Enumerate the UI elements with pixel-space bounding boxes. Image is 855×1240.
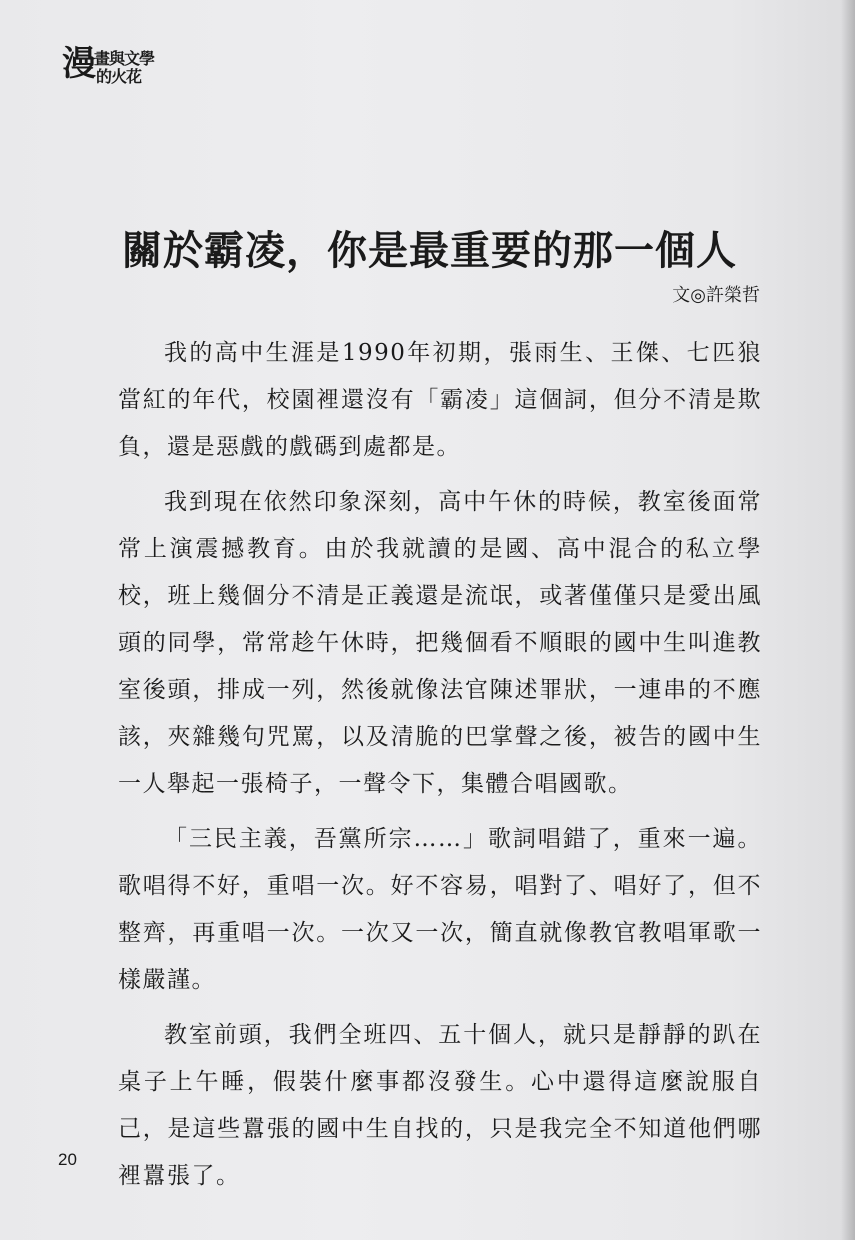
page-edge-shadow [841, 0, 855, 1240]
article-title: 關於霸凌，你是最重要的那一個人 [122, 226, 737, 274]
page-number: 20 [58, 1150, 77, 1169]
series-logo-big-char: 漫 [62, 44, 95, 84]
article-body [118, 330, 762, 1208]
series-logo [62, 42, 172, 92]
paragraph: 我的高中生涯是1990年初期，張雨生、王傑、七匹狼當紅的年代，校園裡還沒有「霸凌」這個詞，但分不清是欺負，還是惡戲的戲碼到處都是。 [118, 340, 762, 460]
paragraph: 我到現在依然印象深刻，高中午休的時候，教室後面常常上演震撼教育。由於我就讀的是國、高中混合的私立學校，班上幾個分不清是正義還是流氓，或著僅僅只是愛出風頭的同學，常常趁午休時，把幾個看不順眼的國中生叫進教室後頭，排成一列，然後就像法官陳述罪狀，一連串的不應該，夾雜幾句咒罵，以及清脆的巴掌聲之後，被告的國中生一人舉起一張椅子，一聲令下，集體合唱國歌。 [118, 489, 762, 797]
series-logo-bottom-text: 的火花 [96, 67, 142, 86]
series-logo-top-text: 畫與文學 [94, 49, 155, 68]
paragraph: 教室前頭，我們全班四、五十個人，就只是靜靜的趴在桌子上午睡，假裝什麼事都沒發生。心中還得這麼說服自己，是這些囂張的國中生自找的，只是我完全不知道他們哪裡囂張了。 [118, 1022, 762, 1189]
paragraph: 「三民主義，吾黨所宗……」歌詞唱錯了，重來一遍。歌唱得不好，重唱一次。好不容易，唱對了、唱好了，但不整齊，再重唱一次。一次又一次，簡直就像教官教唱軍歌一樣嚴謹。 [118, 826, 762, 993]
article-byline: 文◎許榮哲 [672, 285, 760, 306]
